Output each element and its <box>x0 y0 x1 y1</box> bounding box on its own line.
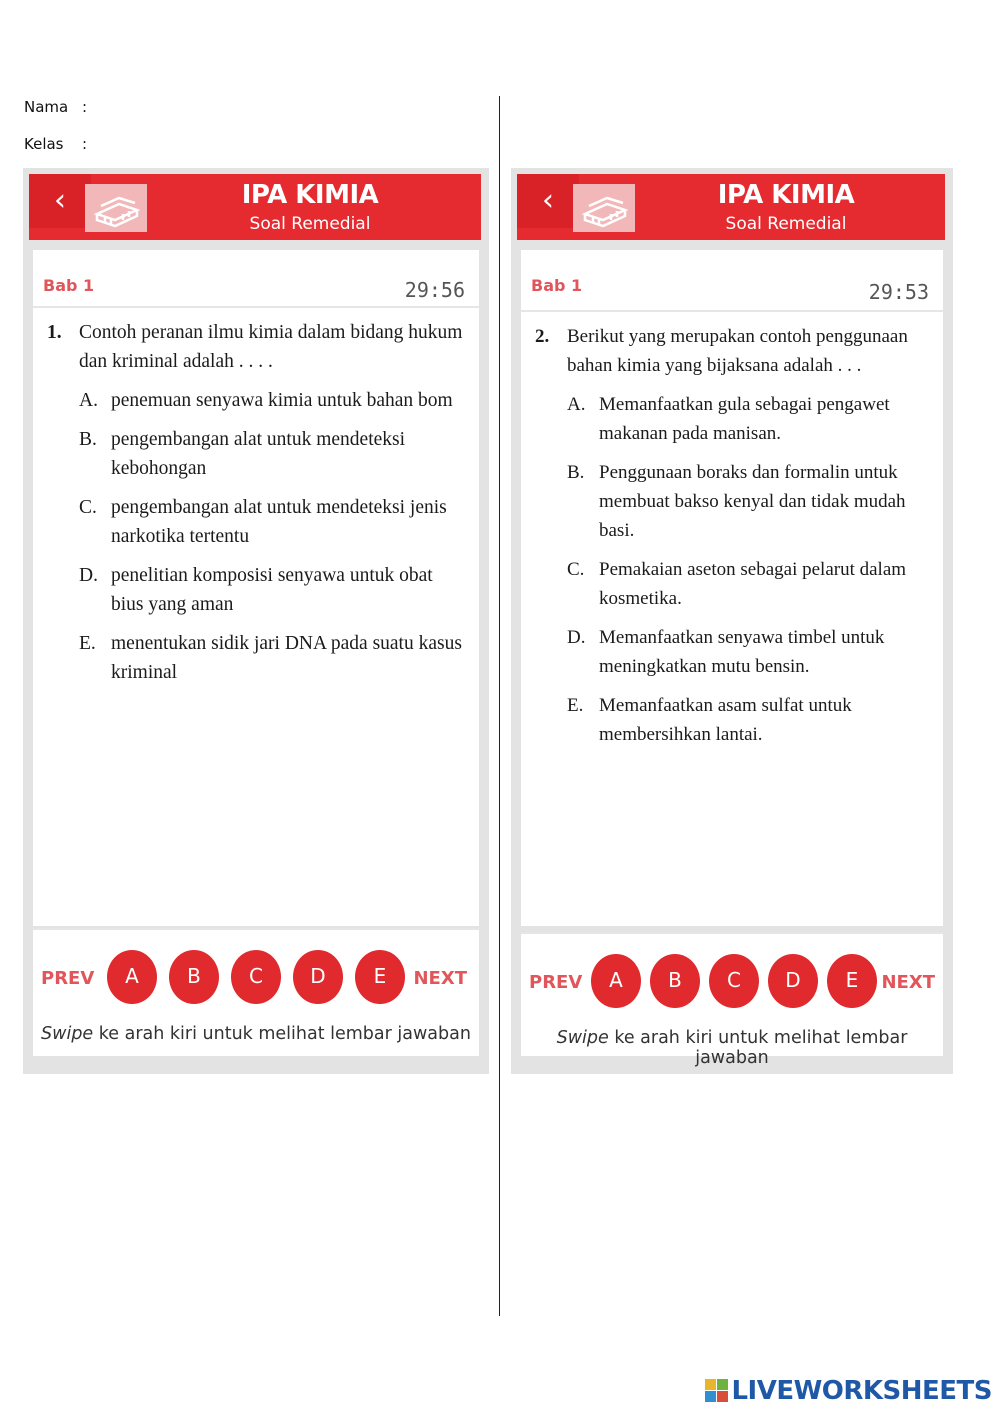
app-subtitle: Soal Remedial <box>249 214 371 234</box>
question-number: 1. <box>47 322 62 343</box>
option-list <box>79 386 465 687</box>
question <box>535 322 929 759</box>
class-field <box>24 135 87 153</box>
question-topbar <box>33 250 479 308</box>
answer-bar <box>33 928 479 1056</box>
class-label: Kelas <box>24 135 64 153</box>
swipe-rest: ke arah kiri untuk melihat lembar jawaban <box>93 1024 471 1044</box>
books-icon <box>573 184 635 232</box>
answer-button-b[interactable]: B <box>650 954 700 1008</box>
question-panel <box>33 250 479 926</box>
quiz-card-1 <box>23 168 489 1074</box>
question-panel <box>521 250 943 926</box>
option-text: Memanfaatkan senyawa timbel untuk meningkatkan mutu bensin. <box>599 627 885 677</box>
option-text: Memanfaatkan gula sebagai pengawet makanan pada manisan. <box>599 394 890 444</box>
swipe-hint <box>521 1028 943 1068</box>
brand-text: LIVEWORKSHEETS <box>731 1376 992 1406</box>
option-letter: C. <box>79 497 97 518</box>
prev-button[interactable]: PREV <box>529 972 583 993</box>
question-topbar <box>521 250 943 312</box>
next-button[interactable]: NEXT <box>413 968 467 989</box>
option-text: pengembangan alat untuk mendeteksi jenis narkotika tertentu <box>111 497 447 547</box>
option-text: Memanfaatkan asam sulfat untuk membersihkan lantai. <box>599 695 852 745</box>
option-a <box>79 386 465 415</box>
prev-button[interactable]: PREV <box>41 968 95 989</box>
class-colon: : <box>82 135 88 153</box>
answer-bar <box>521 932 943 1068</box>
question <box>47 318 465 697</box>
next-button[interactable]: NEXT <box>881 972 935 993</box>
answer-button-d[interactable]: D <box>768 954 818 1008</box>
back-button[interactable]: ‹ <box>517 174 579 228</box>
name-label: Nama <box>24 98 69 116</box>
liveworksheets-logo-icon <box>705 1379 729 1403</box>
app-header <box>29 174 481 240</box>
option-e <box>567 691 929 749</box>
back-button[interactable]: ‹ <box>29 174 91 228</box>
option-text: pengembangan alat untuk mendeteksi kebohongan <box>111 429 406 479</box>
answer-button-c[interactable]: C <box>709 954 759 1008</box>
option-a <box>567 390 929 448</box>
option-text: menentukan sidik jari DNA pada suatu kasus kriminal <box>111 633 462 683</box>
option-letter: B. <box>79 429 97 450</box>
option-e <box>79 629 465 687</box>
answer-button-d[interactable]: D <box>293 950 343 1004</box>
timer: 29:53 <box>868 280 929 304</box>
question-number: 2. <box>535 326 550 347</box>
option-letter: A. <box>79 390 98 411</box>
chapter-label: Bab 1 <box>43 276 95 295</box>
option-list <box>567 390 929 749</box>
answer-button-a[interactable]: A <box>591 954 641 1008</box>
answer-button-a[interactable]: A <box>107 950 157 1004</box>
app-title: IPA KIMIA <box>241 180 379 210</box>
option-text: Penggunaan boraks dan formalin untuk membuat bakso kenyal dan tidak mudah basi. <box>599 462 906 541</box>
option-c <box>567 555 929 613</box>
option-letter: B. <box>567 462 585 483</box>
option-letter: E. <box>567 695 584 716</box>
option-letter: A. <box>567 394 586 415</box>
option-text: penelitian komposisi senyawa untuk obat bius yang aman <box>111 565 433 615</box>
swipe-word: Swipe <box>556 1028 609 1048</box>
books-icon <box>85 184 147 232</box>
app-header <box>517 174 945 240</box>
option-d <box>79 561 465 619</box>
quiz-card-2 <box>511 168 953 1074</box>
answer-button-b[interactable]: B <box>169 950 219 1004</box>
answer-button-e[interactable]: E <box>827 954 877 1008</box>
question-text: Berikut yang merupakan contoh penggunaan bahan kimia yang bijaksana adalah . . . <box>567 326 908 376</box>
name-field <box>24 98 87 116</box>
app-title: IPA KIMIA <box>717 180 855 210</box>
option-b <box>79 425 465 483</box>
swipe-rest: ke arah kiri untuk melihat lembar jawaban <box>608 1028 908 1068</box>
answer-button-c[interactable]: C <box>231 950 281 1004</box>
chapter-label: Bab 1 <box>531 276 583 295</box>
option-letter: E. <box>79 633 96 654</box>
liveworksheets-brand <box>705 1376 992 1406</box>
question-text: Contoh peranan ilmu kimia dalam bidang hukum dan kriminal adalah . . . . <box>79 322 463 372</box>
option-c <box>79 493 465 551</box>
app-subtitle: Soal Remedial <box>725 214 847 234</box>
option-text: penemuan senyawa kimia untuk bahan bom <box>111 390 453 411</box>
option-b <box>567 458 929 545</box>
swipe-word: Swipe <box>41 1024 94 1044</box>
name-colon: : <box>82 98 88 116</box>
timer: 29:56 <box>404 278 465 302</box>
option-letter: D. <box>567 627 586 648</box>
option-text: Pemakaian aseton sebagai pelarut dalam kosmetika. <box>599 559 907 609</box>
column-divider <box>499 96 500 1316</box>
answer-button-e[interactable]: E <box>355 950 405 1004</box>
swipe-hint <box>33 1024 479 1044</box>
option-letter: D. <box>79 565 98 586</box>
option-letter: C. <box>567 559 585 580</box>
option-d <box>567 623 929 681</box>
